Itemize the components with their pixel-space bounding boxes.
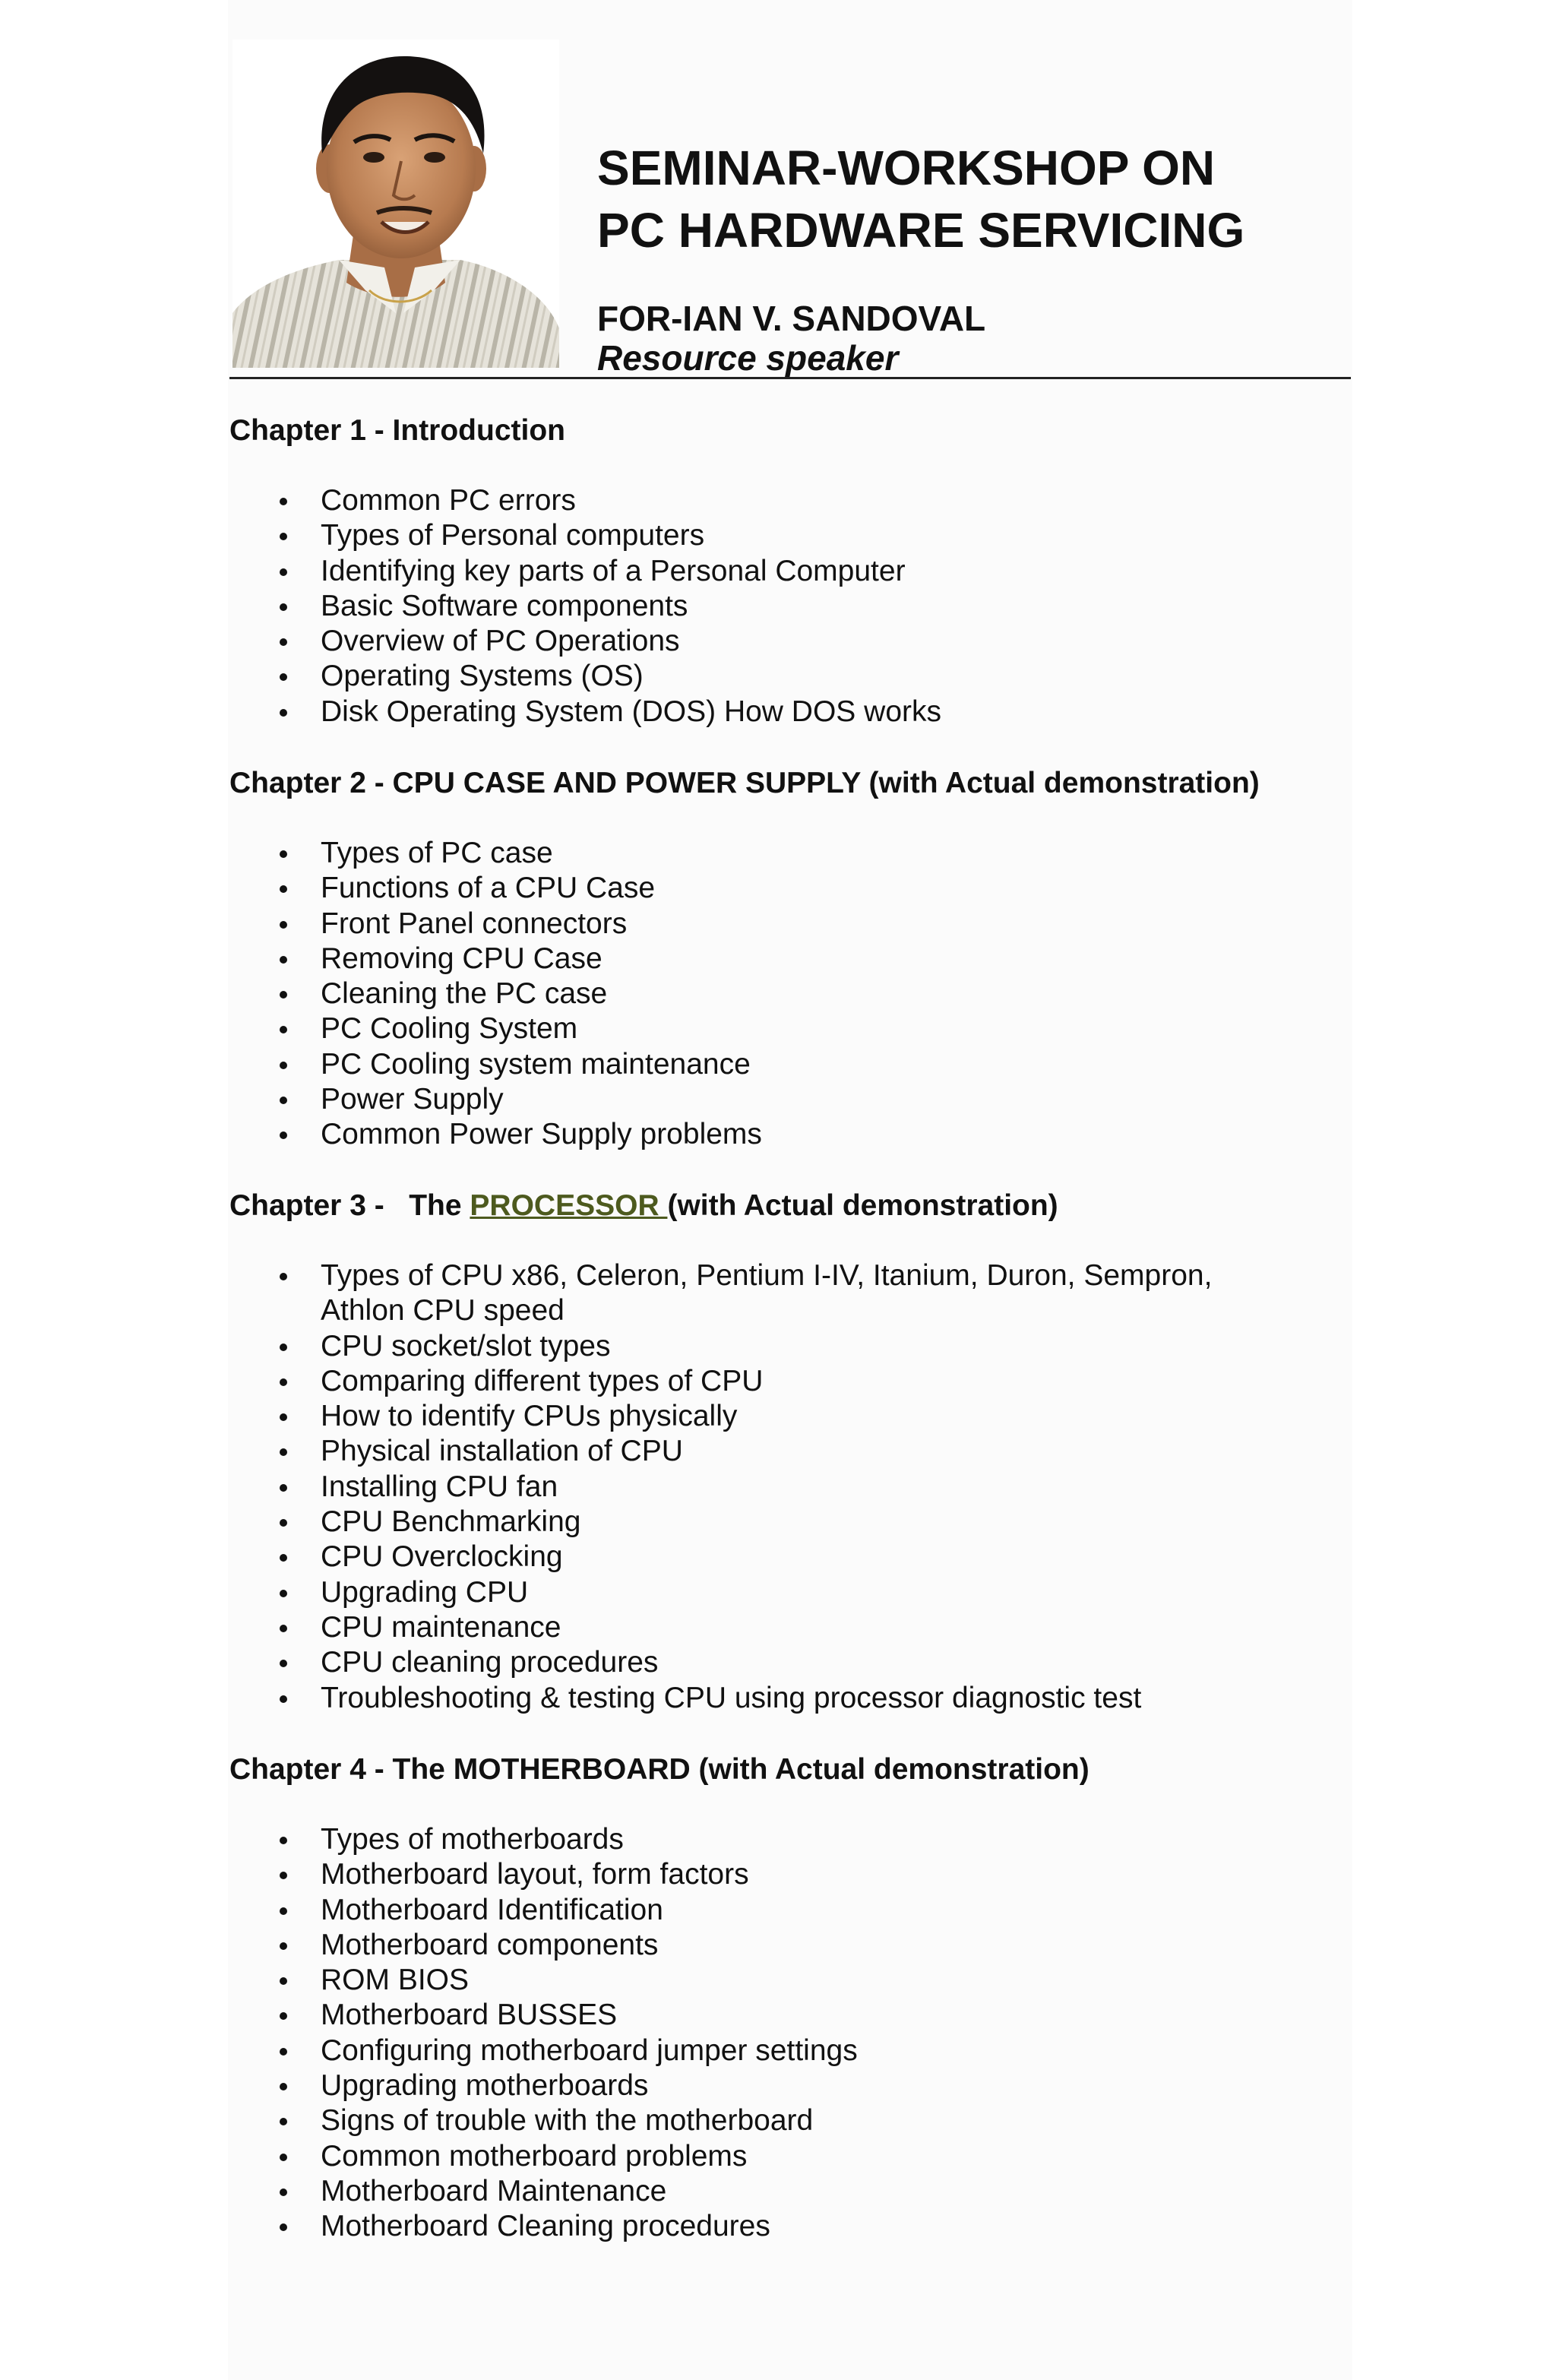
chapter-2-list — [229, 836, 1339, 1153]
bullet-icon — [280, 1554, 287, 1562]
chapter-4-heading: Chapter 4 - The MOTHERBOARD (with Actual demonstration) — [229, 1753, 1090, 1786]
list-item: Common PC errors — [229, 483, 1339, 518]
bullet-icon — [280, 1448, 287, 1456]
document-title — [597, 137, 1357, 261]
list-item: CPU Overclocking — [229, 1540, 1339, 1575]
list-item: Functions of a CPU Case — [229, 871, 1339, 906]
list-item: Front Panel connectors — [229, 907, 1339, 942]
bullet-icon — [280, 1131, 287, 1139]
bullet-icon — [280, 1026, 287, 1033]
speaker-photo — [232, 40, 559, 368]
list-item: Signs of trouble with the motherboard — [229, 2103, 1339, 2138]
list-item: Removing CPU Case — [229, 942, 1339, 976]
chapter-3-heading-suffix: (with Actual demonstration) — [667, 1189, 1058, 1222]
list-item: Configuring motherboard jumper settings — [229, 2033, 1339, 2068]
header-divider — [229, 377, 1351, 379]
list-item: PC Cooling system maintenance — [229, 1047, 1339, 1082]
bullet-icon — [280, 1907, 287, 1915]
list-item: PC Cooling System — [229, 1011, 1339, 1046]
bullet-icon — [280, 1977, 287, 1985]
list-item: ROM BIOS — [229, 1963, 1339, 1998]
bullet-icon — [280, 1660, 287, 1667]
list-item: Troubleshooting & testing CPU using processor diagnostic test — [229, 1681, 1339, 1716]
bullet-icon — [280, 2189, 287, 2196]
bullet-icon — [280, 2118, 287, 2125]
chapter-4-list — [229, 1822, 1339, 2245]
bullet-icon — [280, 533, 287, 540]
bullet-icon — [280, 1625, 287, 1632]
bullet-icon — [280, 2154, 287, 2161]
chapter-1-list — [229, 483, 1339, 730]
list-item: Types of PC case — [229, 836, 1339, 871]
list-item: Motherboard components — [229, 1928, 1339, 1963]
bullet-icon — [280, 2083, 287, 2090]
bullet-icon — [280, 638, 287, 646]
bullet-icon — [280, 709, 287, 717]
list-item: Upgrading CPU — [229, 1575, 1339, 1610]
processor-link[interactable]: PROCESSOR — [470, 1189, 668, 1222]
bullet-icon — [280, 2223, 287, 2231]
bullet-icon — [280, 1062, 287, 1069]
bullet-icon — [280, 2048, 287, 2056]
title-line-2: PC HARDWARE SERVICING — [597, 203, 1245, 258]
bullet-icon — [280, 1097, 287, 1104]
bullet-icon — [280, 1273, 287, 1280]
list-item: Installing CPU fan — [229, 1470, 1339, 1505]
list-item: Physical installation of CPU — [229, 1434, 1339, 1469]
list-item: Common motherboard problems — [229, 2139, 1339, 2174]
bullet-icon — [280, 921, 287, 929]
list-item: Cleaning the PC case — [229, 976, 1339, 1011]
bullet-icon — [280, 603, 287, 611]
bullet-icon — [280, 2012, 287, 2020]
bullet-icon — [280, 1942, 287, 1950]
list-item: Upgrading motherboards — [229, 2068, 1339, 2103]
bullet-icon — [280, 1378, 287, 1386]
list-item: Identifying key parts of a Personal Computer — [229, 554, 1339, 589]
list-item: Overview of PC Operations — [229, 624, 1339, 659]
bullet-icon — [280, 568, 287, 576]
list-item: Common Power Supply problems — [229, 1117, 1339, 1152]
list-item: Basic Software components — [229, 589, 1339, 624]
chapter-3-heading-prefix: Chapter 3 - The — [229, 1189, 470, 1222]
list-item: Power Supply — [229, 1082, 1339, 1117]
bullet-icon — [280, 1343, 287, 1351]
bullet-icon — [280, 885, 287, 893]
bullet-icon — [280, 850, 287, 858]
bullet-icon — [280, 673, 287, 681]
bullet-icon — [280, 1872, 287, 1879]
list-item: Disk Operating System (DOS) How DOS works — [229, 695, 1339, 730]
list-item: Types of CPU x86, Celeron, Pentium I-IV, Itanium, Duron, Sempron, Athlon CPU speed — [229, 1258, 1263, 1329]
bullet-icon — [280, 991, 287, 999]
list-item: CPU Benchmarking — [229, 1505, 1339, 1540]
chapter-1-heading: Chapter 1 - Introduction — [229, 414, 565, 447]
bullet-icon — [280, 1413, 287, 1421]
list-item: How to identify CPUs physically — [229, 1399, 1339, 1434]
bullet-icon — [280, 1695, 287, 1703]
bullet-icon — [280, 1837, 287, 1844]
list-item: Comparing different types of CPU — [229, 1364, 1339, 1399]
list-item: Operating Systems (OS) — [229, 659, 1339, 694]
list-item: CPU maintenance — [229, 1610, 1339, 1645]
list-item: Motherboard Identification — [229, 1893, 1339, 1928]
chapter-3-list — [229, 1258, 1339, 1716]
title-line-1: SEMINAR-WORKSHOP ON — [597, 141, 1216, 195]
list-item: CPU socket/slot types — [229, 1329, 1339, 1364]
chapter-3-heading — [229, 1187, 1058, 1225]
list-item: Motherboard BUSSES — [229, 1998, 1339, 2033]
list-item: Motherboard Cleaning procedures — [229, 2209, 1339, 2244]
bullet-icon — [280, 956, 287, 964]
bullet-icon — [280, 498, 287, 505]
bullet-icon — [280, 1484, 287, 1492]
list-item: CPU cleaning procedures — [229, 1645, 1339, 1680]
speaker-role: Resource speaker — [597, 338, 899, 378]
list-item: Motherboard Maintenance — [229, 2174, 1339, 2209]
bullet-icon — [280, 1519, 287, 1527]
list-item: Motherboard layout, form factors — [229, 1857, 1339, 1892]
bullet-icon — [280, 1590, 287, 1597]
chapter-2-heading: Chapter 2 - CPU CASE AND POWER SUPPLY (with Actual demonstration) — [229, 767, 1260, 799]
list-item: Types of Personal computers — [229, 518, 1339, 553]
list-item: Types of motherboards — [229, 1822, 1339, 1857]
speaker-name: FOR-IAN V. SANDOVAL — [597, 299, 986, 338]
